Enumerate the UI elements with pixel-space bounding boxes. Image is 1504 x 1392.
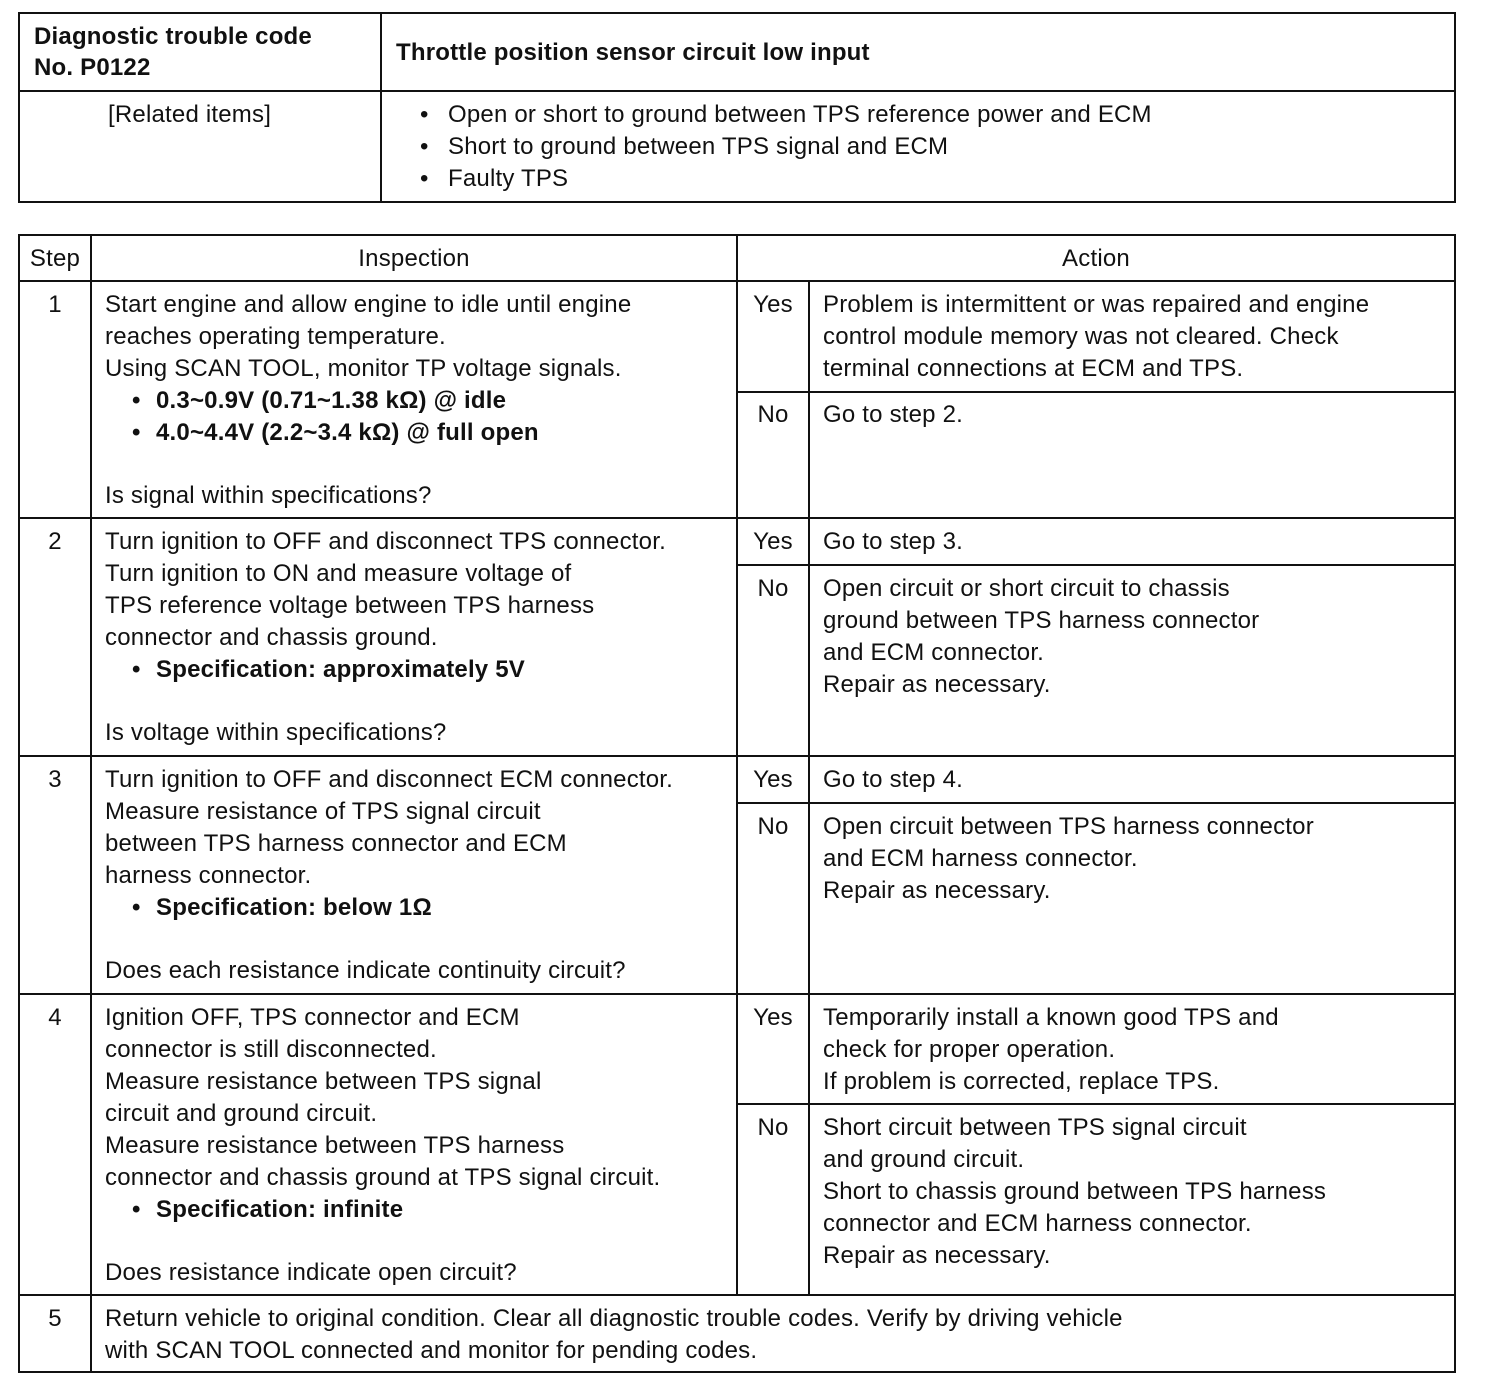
rule <box>90 234 92 1373</box>
step-number: 2 <box>48 528 62 555</box>
rule <box>738 564 1456 566</box>
yes-action: Temporarily install a known good TPS and check for proper operation. If problem is corrected, replace TPS. <box>823 1004 1279 1095</box>
inspection-text: Ignition OFF, TPS connector and ECM connector is still disconnected. Measure resistance between TPS signal circuit and ground circuit. Measure resistance between TPS harness connector and chassis ground at TPS signal circuit. <box>105 1004 661 1191</box>
page-title: Throttle position sensor circuit low input <box>396 39 870 66</box>
step-number: 4 <box>48 1004 62 1031</box>
rule <box>18 12 20 203</box>
spec-item: • Specification: infinite <box>132 1196 404 1223</box>
inspection-text: Turn ignition to OFF and disconnect ECM connector. Measure resistance of TPS signal circuit between TPS harness connector and ECM harness connector. <box>105 766 674 889</box>
spec-item: • Specification: approximately 5V <box>132 656 525 683</box>
column-header-inspection: Inspection <box>358 245 470 272</box>
bullet-icon: • <box>420 165 429 192</box>
bullet-icon: • <box>420 133 429 160</box>
related-items-label: [Related items] <box>108 101 272 128</box>
no-label: No <box>757 813 789 840</box>
spec-item: • 0.3~0.9V (0.71~1.38 kΩ) @ idle <box>132 387 507 414</box>
rule <box>1454 234 1456 1373</box>
rule <box>738 391 1456 393</box>
inspection-text: Turn ignition to OFF and disconnect TPS connector. Turn ignition to ON and measure voltage of TPS reference voltage between TPS harness connector and chassis ground. <box>105 528 666 651</box>
inspection-text: Start engine and allow engine to idle until engine reaches operating temperature. Using SCAN TOOL, monitor TP voltage signals. <box>105 291 632 382</box>
yes-label: Yes <box>753 291 793 318</box>
code-number: No. P0122 <box>34 54 151 81</box>
no-label: No <box>757 575 789 602</box>
code-label: Diagnostic trouble code <box>34 23 312 50</box>
spec-item: • 4.0~4.4V (2.2~3.4 kΩ) @ full open <box>132 419 539 446</box>
inspection-question: Is voltage within specifications? <box>105 719 447 746</box>
no-action: Open circuit or short circuit to chassis ground between TPS harness connector and ECM connector. Repair as necessary. <box>823 575 1260 698</box>
rule <box>380 12 382 203</box>
step-number: 3 <box>48 766 62 793</box>
no-action: Short circuit between TPS signal circuit and ground circuit. Short to chassis ground between TPS harness connector and ECM harness connector. Repair as necessary. <box>823 1114 1327 1269</box>
yes-label: Yes <box>753 528 793 555</box>
step-number: 1 <box>48 291 62 318</box>
list-item: • Faulty TPS <box>420 163 1152 195</box>
yes-label: Yes <box>753 1004 793 1031</box>
yes-label: Yes <box>753 766 793 793</box>
inspection-question: Is signal within specifications? <box>105 482 432 509</box>
inspection-question: Does resistance indicate open circuit? <box>105 1259 517 1286</box>
yes-action: Go to step 4. <box>823 766 964 793</box>
related-items-list <box>420 99 1152 195</box>
rule <box>808 280 810 1296</box>
rule <box>18 90 1456 92</box>
no-label: No <box>757 401 789 428</box>
rule <box>18 201 1456 203</box>
no-action: Go to step 2. <box>823 401 964 428</box>
column-header-action: Action <box>1062 245 1130 272</box>
list-item: • Short to ground between TPS signal and ECM <box>420 131 1152 163</box>
no-action: Open circuit between TPS harness connector and ECM harness connector. Repair as necessary. <box>823 813 1314 904</box>
final-step-text: Return vehicle to original condition. Clear all diagnostic trouble codes. Verify by driving vehicle with SCAN TOOL connected and monitor for pending codes. <box>105 1305 1123 1364</box>
spec-item: • Specification: below 1Ω <box>132 894 432 921</box>
yes-action: Problem is intermittent or was repaired and engine control module memory was not cleared. Check terminal connections at ECM and TPS. <box>823 291 1370 382</box>
rule <box>18 234 20 1373</box>
step-number: 5 <box>48 1305 62 1332</box>
no-label: No <box>757 1114 789 1141</box>
rule <box>738 802 1456 804</box>
rule <box>1454 12 1456 203</box>
yes-action: Go to step 3. <box>823 528 964 555</box>
rule <box>738 1103 1456 1105</box>
list-item: • Open or short to ground between TPS reference power and ECM <box>420 99 1152 131</box>
rule <box>18 12 1456 14</box>
inspection-question: Does each resistance indicate continuity circuit? <box>105 957 626 984</box>
rule <box>18 1371 1456 1373</box>
column-header-step: Step <box>29 245 81 272</box>
bullet-icon: • <box>420 101 429 128</box>
